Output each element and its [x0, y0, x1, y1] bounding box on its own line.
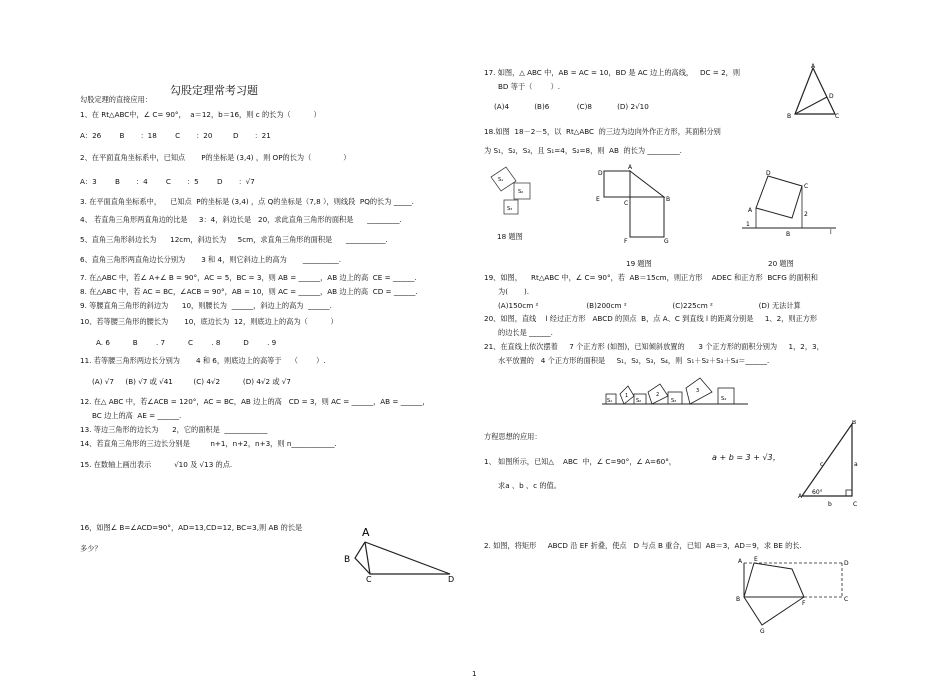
- svg-text:B: B: [852, 420, 857, 426]
- svg-text:C: C: [835, 113, 840, 120]
- svg-text:A: A: [748, 207, 753, 214]
- svg-text:G: G: [664, 238, 669, 245]
- q20-figure: [740, 168, 840, 243]
- question-18-cont: 为 S₁，S₂，S₃，且 S₁=4，S₂=8，则 AB 的长为 _________.: [484, 146, 682, 155]
- svg-text:2: 2: [656, 392, 660, 398]
- question-3: 3. 在平面直角坐标系中， 已知点 P的坐标是 (3,4) ，点 Q的坐标是（7,8 ），则线段 PQ的长为 _____.: [80, 197, 414, 206]
- question-19: 19、如图， Rt△ABC 中，∠ C= 90°，若 AB＝15cm，则正方形 ADEC 和正方形 BCFG 的面积和: [484, 273, 818, 282]
- question-14: 14、若直角三角形的三边长分别是 n+1，n+2，n+3，则 n____________.: [80, 439, 337, 448]
- svg-text:B: B: [666, 196, 671, 203]
- question-15: 15. 在数轴上画出表示 √10 及 √13 的点.: [80, 460, 233, 469]
- svg-text:l: l: [830, 229, 832, 236]
- q16-figure: [340, 522, 460, 582]
- eq-question-2: 2. 如图，将矩形 ABCD 沿 EF 折叠，使点 D 与点 B 重合，已知 AB＝3，AD＝9，求 BE 的长.: [484, 541, 802, 550]
- svg-text:a: a: [854, 461, 858, 468]
- svg-text:A: A: [811, 63, 816, 70]
- svg-text:2: 2: [804, 211, 808, 218]
- svg-text:C: C: [853, 501, 858, 508]
- q17-figure: [785, 62, 845, 122]
- svg-text:1: 1: [625, 393, 629, 399]
- eq-question-1-formula: a + b = 3 + √3，: [712, 453, 781, 462]
- svg-text:F: F: [624, 238, 628, 245]
- question-18: 18.如图 18－2－5，以 Rt△ABC 的三边为边向外作正方形，其面积分别: [484, 127, 721, 136]
- svg-text:3: 3: [696, 388, 700, 394]
- question-17-cont: BD 等于（ ）.: [498, 82, 561, 91]
- page-number: 1: [472, 669, 477, 678]
- svg-text:E: E: [754, 556, 758, 563]
- q21-figure: [600, 374, 750, 408]
- svg-text:C: C: [624, 200, 629, 207]
- question-17: 17. 如图，△ ABC 中，AB = AC = 10，BD 是 AC 边上的高线， DC = 2，则: [484, 68, 741, 77]
- question-1: 1、在 Rt△ABC中，∠ C= 90°， a＝12，b＝16，则 c 的长为（ ）: [80, 110, 321, 119]
- svg-text:G: G: [760, 628, 765, 635]
- svg-text:B: B: [736, 596, 741, 603]
- svg-text:B: B: [786, 231, 791, 238]
- question-9: 9. 等腰直角三角形的斜边为 10，则腰长为 ______，斜边上的高为 ______.: [80, 301, 332, 310]
- svg-text:1: 1: [746, 221, 750, 228]
- svg-text:D: D: [448, 575, 455, 582]
- svg-text:E: E: [596, 196, 600, 203]
- question-21: 21、在直线上依次摆着 7 个正方形 (如图)，已知倾斜放置的 3 个正方形的面积分别为 1，2，3，: [484, 342, 824, 351]
- question-10-options: A. 6 B . 7 C . 8 D . 9: [96, 338, 277, 347]
- question-6: 6、直角三角形两直角边长分别为 3 和 4，则它斜边上的高为 __________.: [80, 255, 341, 264]
- svg-text:S₂: S₂: [636, 398, 642, 404]
- svg-text:B: B: [787, 113, 792, 120]
- question-16: 16，如图∠ B=∠ACD=90°，AD=13,CD=12, BC=3,则 AB 的长是: [80, 523, 303, 532]
- question-20: 20、如图，直线 l 经过正方形 ABCD 的顶点 B，点 A、C 到直线 l 的距离分别是 1、2，则正方形: [484, 314, 818, 323]
- q19-figure: [594, 163, 684, 245]
- svg-text:C: C: [366, 575, 372, 582]
- svg-text:60°: 60°: [812, 489, 823, 496]
- svg-text:c: c: [820, 461, 824, 468]
- question-12: 12. 在△ ABC 中，若∠ACB = 120°，AC = BC，AB 边上的高 CD = 3，则 AC = ______，AB = ______，: [80, 397, 430, 406]
- svg-text:D: D: [598, 170, 603, 177]
- question-12-cont: BC 边上的高 AE = ______.: [92, 411, 182, 420]
- figure-19-caption: 19 题图: [626, 259, 652, 268]
- question-19-options: (A)150cm ² (B)200cm ² (C)225cm ² (D) 无法计算: [498, 301, 801, 310]
- svg-text:S₂: S₂: [518, 189, 524, 195]
- svg-text:S₁: S₁: [498, 177, 504, 183]
- question-11: 11. 若等腰三角形两边长分别为 4 和 6，则底边上的高等于 （ ）.: [80, 356, 326, 365]
- question-21-cont: 水平放置的 4 个正方形的面积是 S₁，S₂，S₃，S₄，则 S₁＋S₂＋S₃＋S₄＝______.: [498, 356, 770, 365]
- question-10: 10、若等腰三角形的腰长为 10，底边长为 12，则底边上的高为（ ）: [80, 317, 338, 326]
- question-16-cont: 多少？: [80, 544, 102, 553]
- question-5: 5、直角三角形斜边长为 12cm，斜边长为 5cm，求直角三角形的面积是 ___________.: [80, 235, 388, 244]
- question-17-options: (A)4 (B)6 (C)8 (D) 2√10: [494, 102, 649, 111]
- svg-text:A: A: [362, 526, 370, 539]
- section-heading-2: 方程思想的应用：: [484, 432, 542, 441]
- svg-text:b: b: [828, 501, 832, 508]
- question-2: 2、在平面直角坐标系中，已知点 P的坐标是 (3,4) ，则 OP的长为（ ）: [80, 153, 351, 162]
- svg-text:D: D: [766, 170, 771, 177]
- question-13: 13. 等边三角形的边长为 2，它的面积是 ____________: [80, 425, 268, 434]
- question-2-options: A：3 B ：4 C ：5 D ：√7: [80, 177, 255, 186]
- svg-text:A: A: [798, 493, 803, 500]
- svg-text:B: B: [344, 555, 351, 565]
- svg-text:S₁: S₁: [607, 398, 613, 404]
- svg-text:C: C: [804, 183, 809, 190]
- svg-text:C: C: [844, 596, 849, 603]
- eq2-figure: [732, 555, 854, 637]
- question-4: 4、 若直角三角形两直角边的比是 3：4，斜边长是 20，求此直角三角形的面积是 _________.: [80, 215, 402, 224]
- question-19-cont: 为( ).: [498, 287, 530, 296]
- svg-text:S₃: S₃: [671, 398, 677, 404]
- question-20-cont: 的边长是 ______.: [498, 328, 553, 337]
- eq-question-1-cont: 求a 、b 、c 的值。: [498, 481, 561, 490]
- svg-text:F: F: [802, 600, 806, 607]
- figure-18-caption: 18 题图: [497, 232, 523, 241]
- svg-text:S₄: S₄: [721, 396, 727, 402]
- question-11-options: (A) √7 (B) √7 或 √41 (C) 4√2 (D) 4√2 或 √7: [92, 377, 291, 386]
- eq-question-1: 1、 如图所示，已知△ ABC 中，∠ C=90°，∠ A=60°，: [484, 457, 676, 466]
- svg-text:A: A: [628, 164, 633, 171]
- svg-text:S₃: S₃: [507, 206, 513, 212]
- q18-figure: [486, 165, 546, 220]
- question-7: 7. 在△ABC 中，若∠ A+∠ B = 90°，AC = 5，BC = 3，则 AB = ______，AB 边上的高 CE = ______.: [80, 273, 417, 282]
- svg-text:D: D: [829, 93, 834, 100]
- question-1-options: A：26 B ：18 C ：20 D ：21: [80, 131, 271, 140]
- svg-text:D: D: [844, 560, 849, 567]
- eq1-figure: [798, 420, 860, 512]
- page-title: 勾股定理常考习题: [170, 84, 258, 97]
- question-8: 8. 在△ABC 中，若 AC = BC，∠ACB = 90°，AB = 10，则 AC = ______，AB 边上的高 CD = ______.: [80, 287, 418, 296]
- figure-20-caption: 20 题图: [768, 259, 794, 268]
- svg-text:A: A: [738, 558, 743, 565]
- section-heading: 勾股定理的直接应用：: [80, 95, 152, 104]
